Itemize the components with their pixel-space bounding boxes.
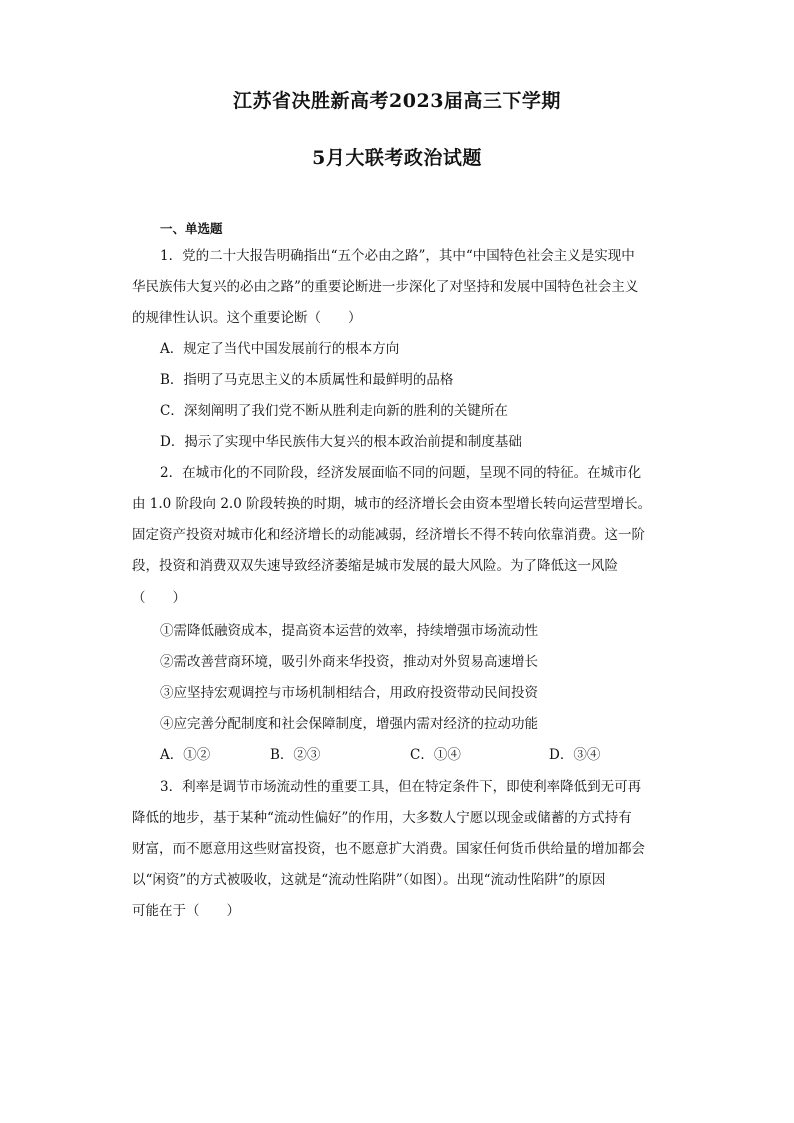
page-title-line1: 江苏省决胜新高考2023届高三下学期 — [233, 90, 561, 112]
q3-stem-line: 3．利率是调节市场流动性的重要工具，但在特定条件下，即使利率降低到无可再 — [160, 779, 642, 795]
q2-choice-a: A．①② — [160, 747, 211, 763]
q2-stem-line: （ ） — [132, 590, 186, 606]
q1-stem-line: 华民族伟大复兴的必由之路”的重要论断进一步深化了对坚持和发展中国特色社会主义 — [132, 279, 639, 295]
q2-choice-b: B．②③ — [270, 747, 321, 763]
q2-statement-4: ④应完善分配制度和社会保障制度，增强内需对经济的拉动功能 — [160, 716, 538, 732]
q2-stem-line: 由 1.0 阶段向 2.0 阶段转换的时期，城市的经济增长会由资本型增长转向运营型增长。 — [132, 496, 652, 512]
q1-option-a: A．规定了当代中国发展前行的根本方向 — [160, 341, 400, 357]
q2-choice-c: C．①④ — [410, 747, 461, 763]
q3-stem-line: 降低的地步，基于某种“流动性偏好”的作用，大多数人宁愿以现金或储蓄的方式持有 — [132, 810, 632, 826]
q2-stem-line: 2．在城市化的不同阶段，经济发展面临不同的问题，呈现不同的特征。在城市化 — [160, 465, 642, 481]
q1-option-d: D．揭示了实现中华民族伟大复兴的根本政治前提和制度基础 — [160, 434, 522, 450]
q3-stem-line: 以“闲资”的方式被吸收，这就是“流动性陷阱”（如图）。出现“流动性陷阱”的原因 — [132, 872, 606, 888]
q1-stem-line: 1．党的二十大报告明确指出“五个必由之路”，其中“中国特色社会主义是实现中 — [160, 248, 635, 264]
q1-stem-line: 的规律性认识。这个重要论断（ ） — [132, 310, 362, 326]
q2-statement-3: ③应坚持宏观调控与市场机制相结合，用政府投资带动民间投资 — [160, 685, 538, 701]
q2-stem-line: 段，投资和消费双双失速导致经济萎缩是城市发展的最大风险。为了降低这一风险 — [132, 558, 618, 574]
q2-choice-d: D．③④ — [549, 747, 601, 763]
q3-stem-line: 财富，而不愿意用这些财富投资，也不愿意扩大消费。国家任何货币供给量的增加都会 — [132, 841, 645, 857]
q1-option-c: C．深刻阐明了我们党不断从胜利走向新的胜利的关键所在 — [160, 403, 508, 419]
q2-choices — [160, 746, 700, 764]
q2-statement-2: ②需改善营商环境，吸引外商来华投资，推动对外贸易高速增长 — [160, 654, 538, 670]
section-heading: 一、单选题 — [160, 221, 223, 236]
page-title-line2: 5月大联考政治试题 — [312, 147, 482, 169]
q3-stem-line: 可能在于（ ） — [132, 903, 240, 919]
q2-stem-line: 固定资产投资对城市化和经济增长的动能减弱，经济增长不得不转向依靠消费。这一阶 — [132, 527, 645, 543]
q2-statement-1: ①需降低融资成本，提高资本运营的效率，持续增强市场流动性 — [160, 623, 538, 639]
q1-option-b: B．指明了马克思主义的本质属性和最鲜明的品格 — [160, 372, 454, 388]
